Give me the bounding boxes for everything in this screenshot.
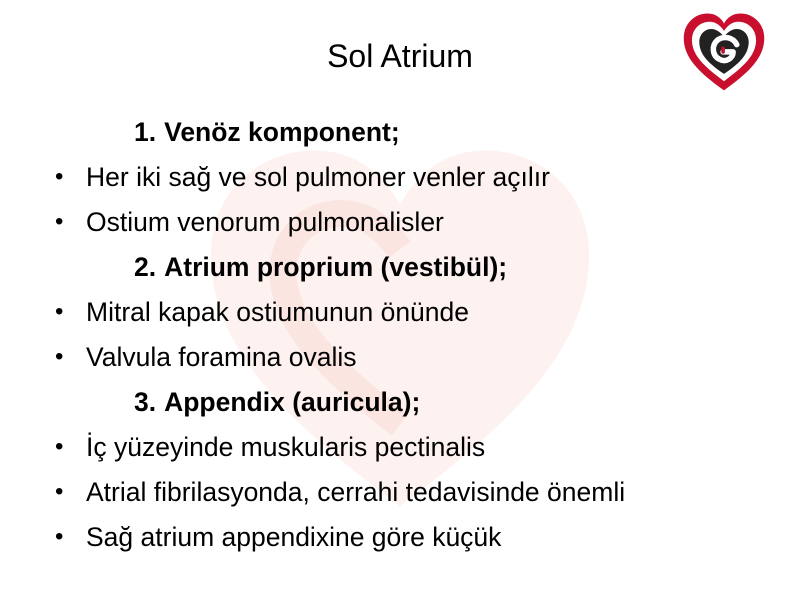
section-heading-2 xyxy=(134,250,507,284)
section-heading-text: Venöz komponent; xyxy=(164,117,400,147)
bullet-item: İç yüzeyinde muskularis pectinalis xyxy=(86,432,486,462)
bullet-marker: • xyxy=(55,208,64,235)
bullet-marker: • xyxy=(55,163,64,190)
bullet-item: Atrial fibrilasyonda, cerrahi tedavisinde önemli xyxy=(86,477,626,507)
slide-title: Sol Atrium xyxy=(327,38,473,74)
section-heading-3 xyxy=(134,385,420,419)
bullet-item: Ostium venorum pulmonalisler xyxy=(86,207,444,237)
section-number: 2. xyxy=(134,252,157,282)
section-heading-text: Appendix (auricula); xyxy=(164,387,421,417)
bullet-marker: • xyxy=(55,433,64,460)
section-heading-1 xyxy=(134,115,400,149)
bullet-marker: • xyxy=(55,298,64,325)
section-heading-text: Atrium proprium (vestibül); xyxy=(164,252,508,282)
bullet-item: Her iki sağ ve sol pulmoner venler açılır xyxy=(86,162,550,192)
bullet-item: Valvula foramina ovalis xyxy=(86,342,357,372)
bullet-marker: • xyxy=(55,343,64,370)
bullet-marker: • xyxy=(55,478,64,505)
bullet-item: Sağ atrium appendixine göre küçük xyxy=(86,522,502,552)
bullet-marker: • xyxy=(55,523,64,550)
section-number: 3. xyxy=(134,387,157,417)
bullet-item: Mitral kapak ostiumunun önünde xyxy=(86,297,470,327)
section-number: 1. xyxy=(134,117,157,147)
